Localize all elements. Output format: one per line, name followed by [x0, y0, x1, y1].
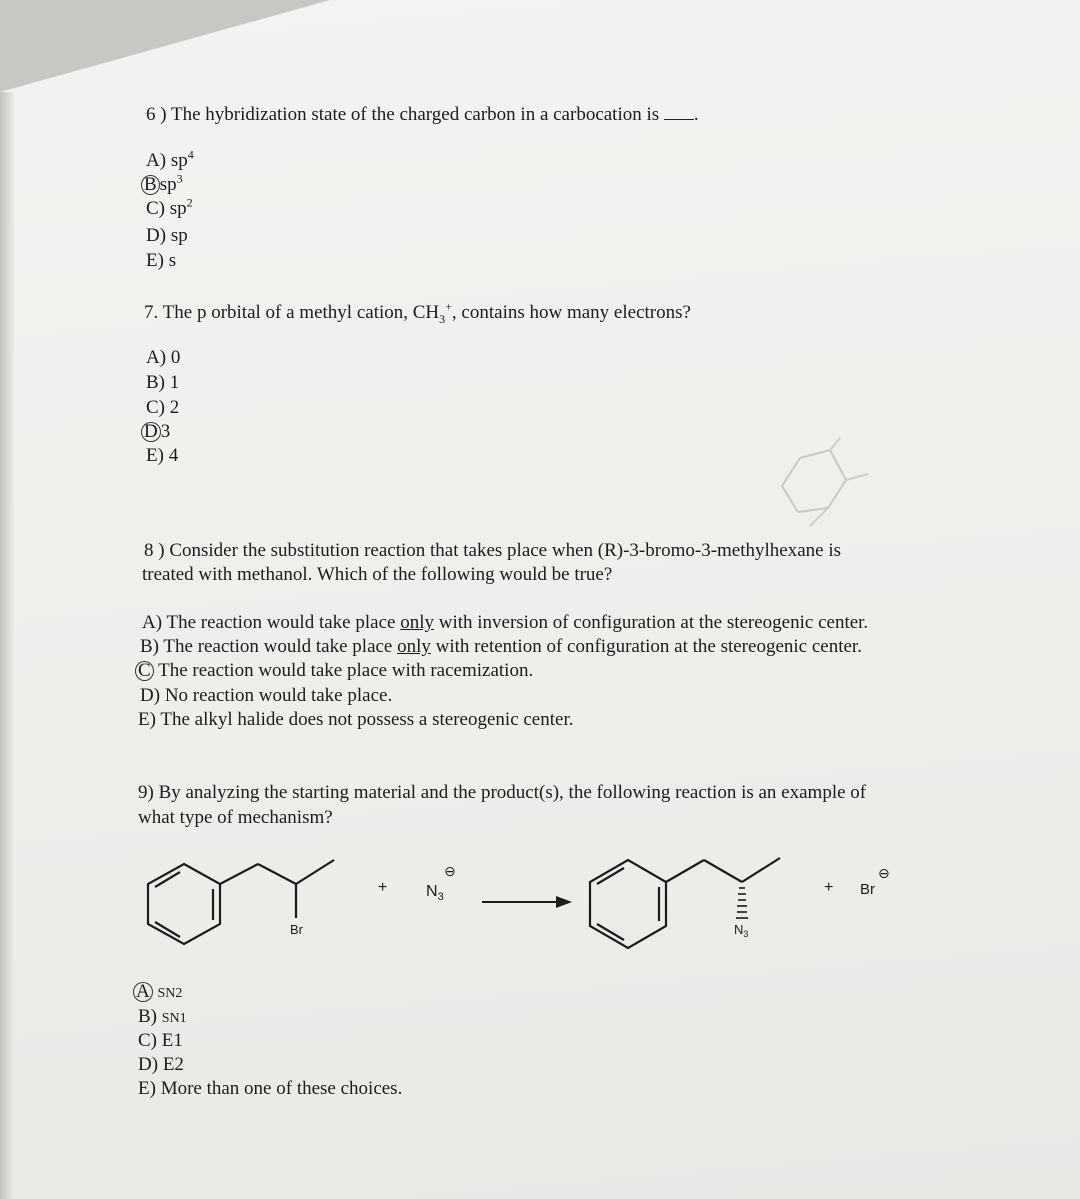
q9-option-e: E) More than one of these choices. [138, 1078, 403, 1099]
product-substituent-label: $N_3$ [734, 922, 749, 939]
product-structure [590, 858, 780, 948]
q7-option-c: C) 2 [146, 397, 180, 418]
q6-circled-answer: B [141, 175, 160, 195]
plus-sign-1: + [378, 879, 388, 896]
negative-charge-icon: ⊖ [878, 865, 890, 881]
q7-option-b: B) 1 [146, 372, 180, 393]
plus-sign-2: + [824, 879, 834, 896]
q9-circled-answer: A [133, 982, 153, 1002]
q6-option-e: E) s [146, 250, 177, 271]
q9-option-a: A SN2 [138, 981, 182, 1005]
q8-option-a: A) The reaction would take place only with inversion of configuration at the stereogenic center. [142, 612, 869, 633]
q6-option-c: C) $sp^2$ [146, 195, 193, 219]
q9-option-b: B) SN1 [138, 1006, 187, 1027]
q6-option-b: B $sp^3$ [146, 174, 183, 196]
bromide-label: Br [860, 881, 875, 898]
bleed-through-sketch [760, 430, 900, 540]
q7-circled-answer: D [141, 422, 161, 442]
q8-option-d: D) No reaction would take place. [140, 685, 393, 706]
nucleophile-label: $N_3$ [426, 883, 444, 903]
q8-option-b: B) The reaction would take place only with retention of configuration at the stereogenic center. [140, 636, 862, 657]
q8-stem-line-1: 8 ) Consider the substitution reaction that takes place when (R)-3-bromo-3-methylhexane is [144, 540, 842, 561]
q7-option-d: D 3 [146, 421, 170, 443]
q8-circled-answer: C [135, 661, 154, 681]
q8-option-e: E) The alkyl halide does not possess a stereogenic center. [138, 709, 574, 730]
negative-charge-icon: ⊖ [444, 863, 456, 879]
leaving-group-label: Br [290, 922, 303, 937]
q6-option-a: A) $sp^4$ [146, 147, 194, 171]
reaction-scheme [120, 840, 980, 970]
q7-option-a: A) 0 [146, 347, 181, 368]
q7-stem: 7. The p orbital of a methyl cation, $CH_3^+$, contains how many electrons? [144, 299, 691, 326]
q8-stem-line-2: treated with methanol. Which of the following would be true? [142, 564, 613, 585]
q9-stem-line-1: 9) By analyzing the starting material and the product(s), the following reaction is an example of [138, 782, 867, 803]
q7-option-e: E) 4 [146, 445, 179, 466]
q8-option-c: C The reaction would take place with racemization. [140, 660, 533, 682]
q6-stem: 6 ) The hybridization state of the charged carbon in a carbocation is . [146, 104, 699, 125]
q9-stem-line-2: what type of mechanism? [138, 807, 333, 828]
hashed-wedge-bond [736, 888, 748, 918]
starting-material-structure [148, 860, 334, 944]
q9-option-d: D) E2 [138, 1054, 184, 1075]
q6-option-d: D) sp [146, 225, 188, 246]
arrow-head-icon [556, 896, 572, 908]
background-corner [0, 0, 330, 92]
q6-answer-blank [664, 105, 694, 120]
paper-left-edge [0, 92, 14, 1199]
q9-option-c: C) E1 [138, 1030, 183, 1051]
